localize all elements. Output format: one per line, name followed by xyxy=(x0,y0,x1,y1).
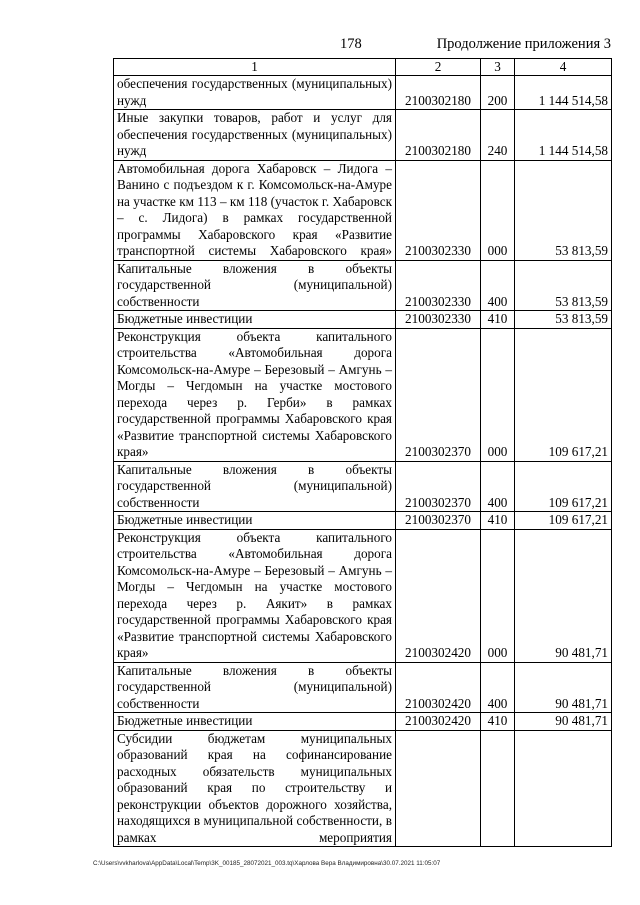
table-row xyxy=(114,260,612,311)
row-type: 410 xyxy=(481,311,515,329)
table-row xyxy=(114,311,612,329)
row-type: 200 xyxy=(481,76,515,110)
table-row xyxy=(114,512,612,530)
row-type: 400 xyxy=(481,260,515,311)
row-name: Реконструкция объекта капитального строительства «Автомобильная дорога Комсомольск-на-Амуре – Березовый – Амгунь – Могды – Чегдомын на участке мостового перехода через р. Аякит» в рамках государственной программы Хабаровского края «Развитие транспортной системы Хабаровского края» xyxy=(114,529,396,662)
row-code: 2100302420 xyxy=(396,662,481,713)
column-header-code: 2 xyxy=(396,59,481,76)
table-row xyxy=(114,713,612,731)
table-row xyxy=(114,110,612,161)
row-sum: 90 481,71 xyxy=(515,529,612,662)
row-name: Автомобильная дорога Хабаровск – Лидога – Ванино с подъездом к г. Комсомольск-на-Амуре на участке км 113 – км 118 (участок г. Хабаровск – с. Лидога) в рамках государственной программы Хабаровского края «Развитие транспортной системы Хабаровского края» xyxy=(114,160,396,260)
column-number-row xyxy=(114,59,612,76)
row-name: Субсидии бюджетам муниципальных образований края на софинансирование расходных обязательств муниципальных образований края по строительству и реконструкции объектов дорожного хозяйства, находящихся в муниципальной собственности, в рамках мероприятия xyxy=(114,730,396,847)
file-path-footer: C:\Users\vvkharlova\AppData\Local\Temp\3K_00185_28072021_003.tq\Харлова Вера Владимировна\30.07.2021 11:05:07 xyxy=(93,860,441,867)
row-code: 2100302330 xyxy=(396,160,481,260)
continuation-note: Продолжение приложения 3 xyxy=(436,36,611,52)
row-type: 410 xyxy=(481,713,515,731)
row-type: 240 xyxy=(481,110,515,161)
page-number: 178 xyxy=(340,36,362,52)
row-name: Капитальные вложения в объекты государственной (муниципальной) собственности xyxy=(114,260,396,311)
budget-table xyxy=(113,58,612,847)
row-sum: 53 813,59 xyxy=(515,260,612,311)
row-sum: 1 144 514,58 xyxy=(515,76,612,110)
row-sum: 90 481,71 xyxy=(515,713,612,731)
column-header-type: 3 xyxy=(481,59,515,76)
row-type: 000 xyxy=(481,160,515,260)
row-code: 2100302180 xyxy=(396,110,481,161)
column-header-name: 1 xyxy=(114,59,396,76)
table-row xyxy=(114,461,612,512)
row-code: 2100302370 xyxy=(396,328,481,461)
table-row xyxy=(114,529,612,662)
row-code: 2100302370 xyxy=(396,512,481,530)
row-name: Иные закупки товаров, работ и услуг для обеспечения государственных (муниципальных) нужд xyxy=(114,110,396,161)
row-sum xyxy=(515,730,612,847)
row-code: 2100302330 xyxy=(396,311,481,329)
row-sum: 109 617,21 xyxy=(515,461,612,512)
row-sum: 109 617,21 xyxy=(515,512,612,530)
row-type: 000 xyxy=(481,328,515,461)
row-code: 2100302180 xyxy=(396,76,481,110)
row-name: Капитальные вложения в объекты государственной (муниципальной) собственности xyxy=(114,662,396,713)
row-name: Капитальные вложения в объекты государственной (муниципальной) собственности xyxy=(114,461,396,512)
row-name: Бюджетные инвестиции xyxy=(114,311,396,329)
table-row xyxy=(114,662,612,713)
row-code: 2100302330 xyxy=(396,260,481,311)
row-name: Бюджетные инвестиции xyxy=(114,512,396,530)
row-code: 2100302370 xyxy=(396,461,481,512)
column-header-sum: 4 xyxy=(515,59,612,76)
row-type: 400 xyxy=(481,461,515,512)
row-name: Реконструкция объекта капитального строительства «Автомобильная дорога Комсомольск-на-Амуре – Березовый – Амгунь – Могды – Чегдомын на участке мостового перехода через р. Герби» в рамках государственной программы Хабаровского края «Развитие транспортной системы Хабаровского края» xyxy=(114,328,396,461)
row-type: 000 xyxy=(481,529,515,662)
row-sum: 109 617,21 xyxy=(515,328,612,461)
table-row xyxy=(114,76,612,110)
row-name: Бюджетные инвестиции xyxy=(114,713,396,731)
table-row xyxy=(114,328,612,461)
row-type xyxy=(481,730,515,847)
row-type: 410 xyxy=(481,512,515,530)
row-name: обеспечения государственных (муниципальных) нужд xyxy=(114,76,396,110)
table-row xyxy=(114,160,612,260)
row-sum: 1 144 514,58 xyxy=(515,110,612,161)
row-sum: 53 813,59 xyxy=(515,311,612,329)
table-row xyxy=(114,730,612,847)
row-type: 400 xyxy=(481,662,515,713)
row-code: 2100302420 xyxy=(396,713,481,731)
row-code xyxy=(396,730,481,847)
row-sum: 90 481,71 xyxy=(515,662,612,713)
row-code: 2100302420 xyxy=(396,529,481,662)
row-sum: 53 813,59 xyxy=(515,160,612,260)
